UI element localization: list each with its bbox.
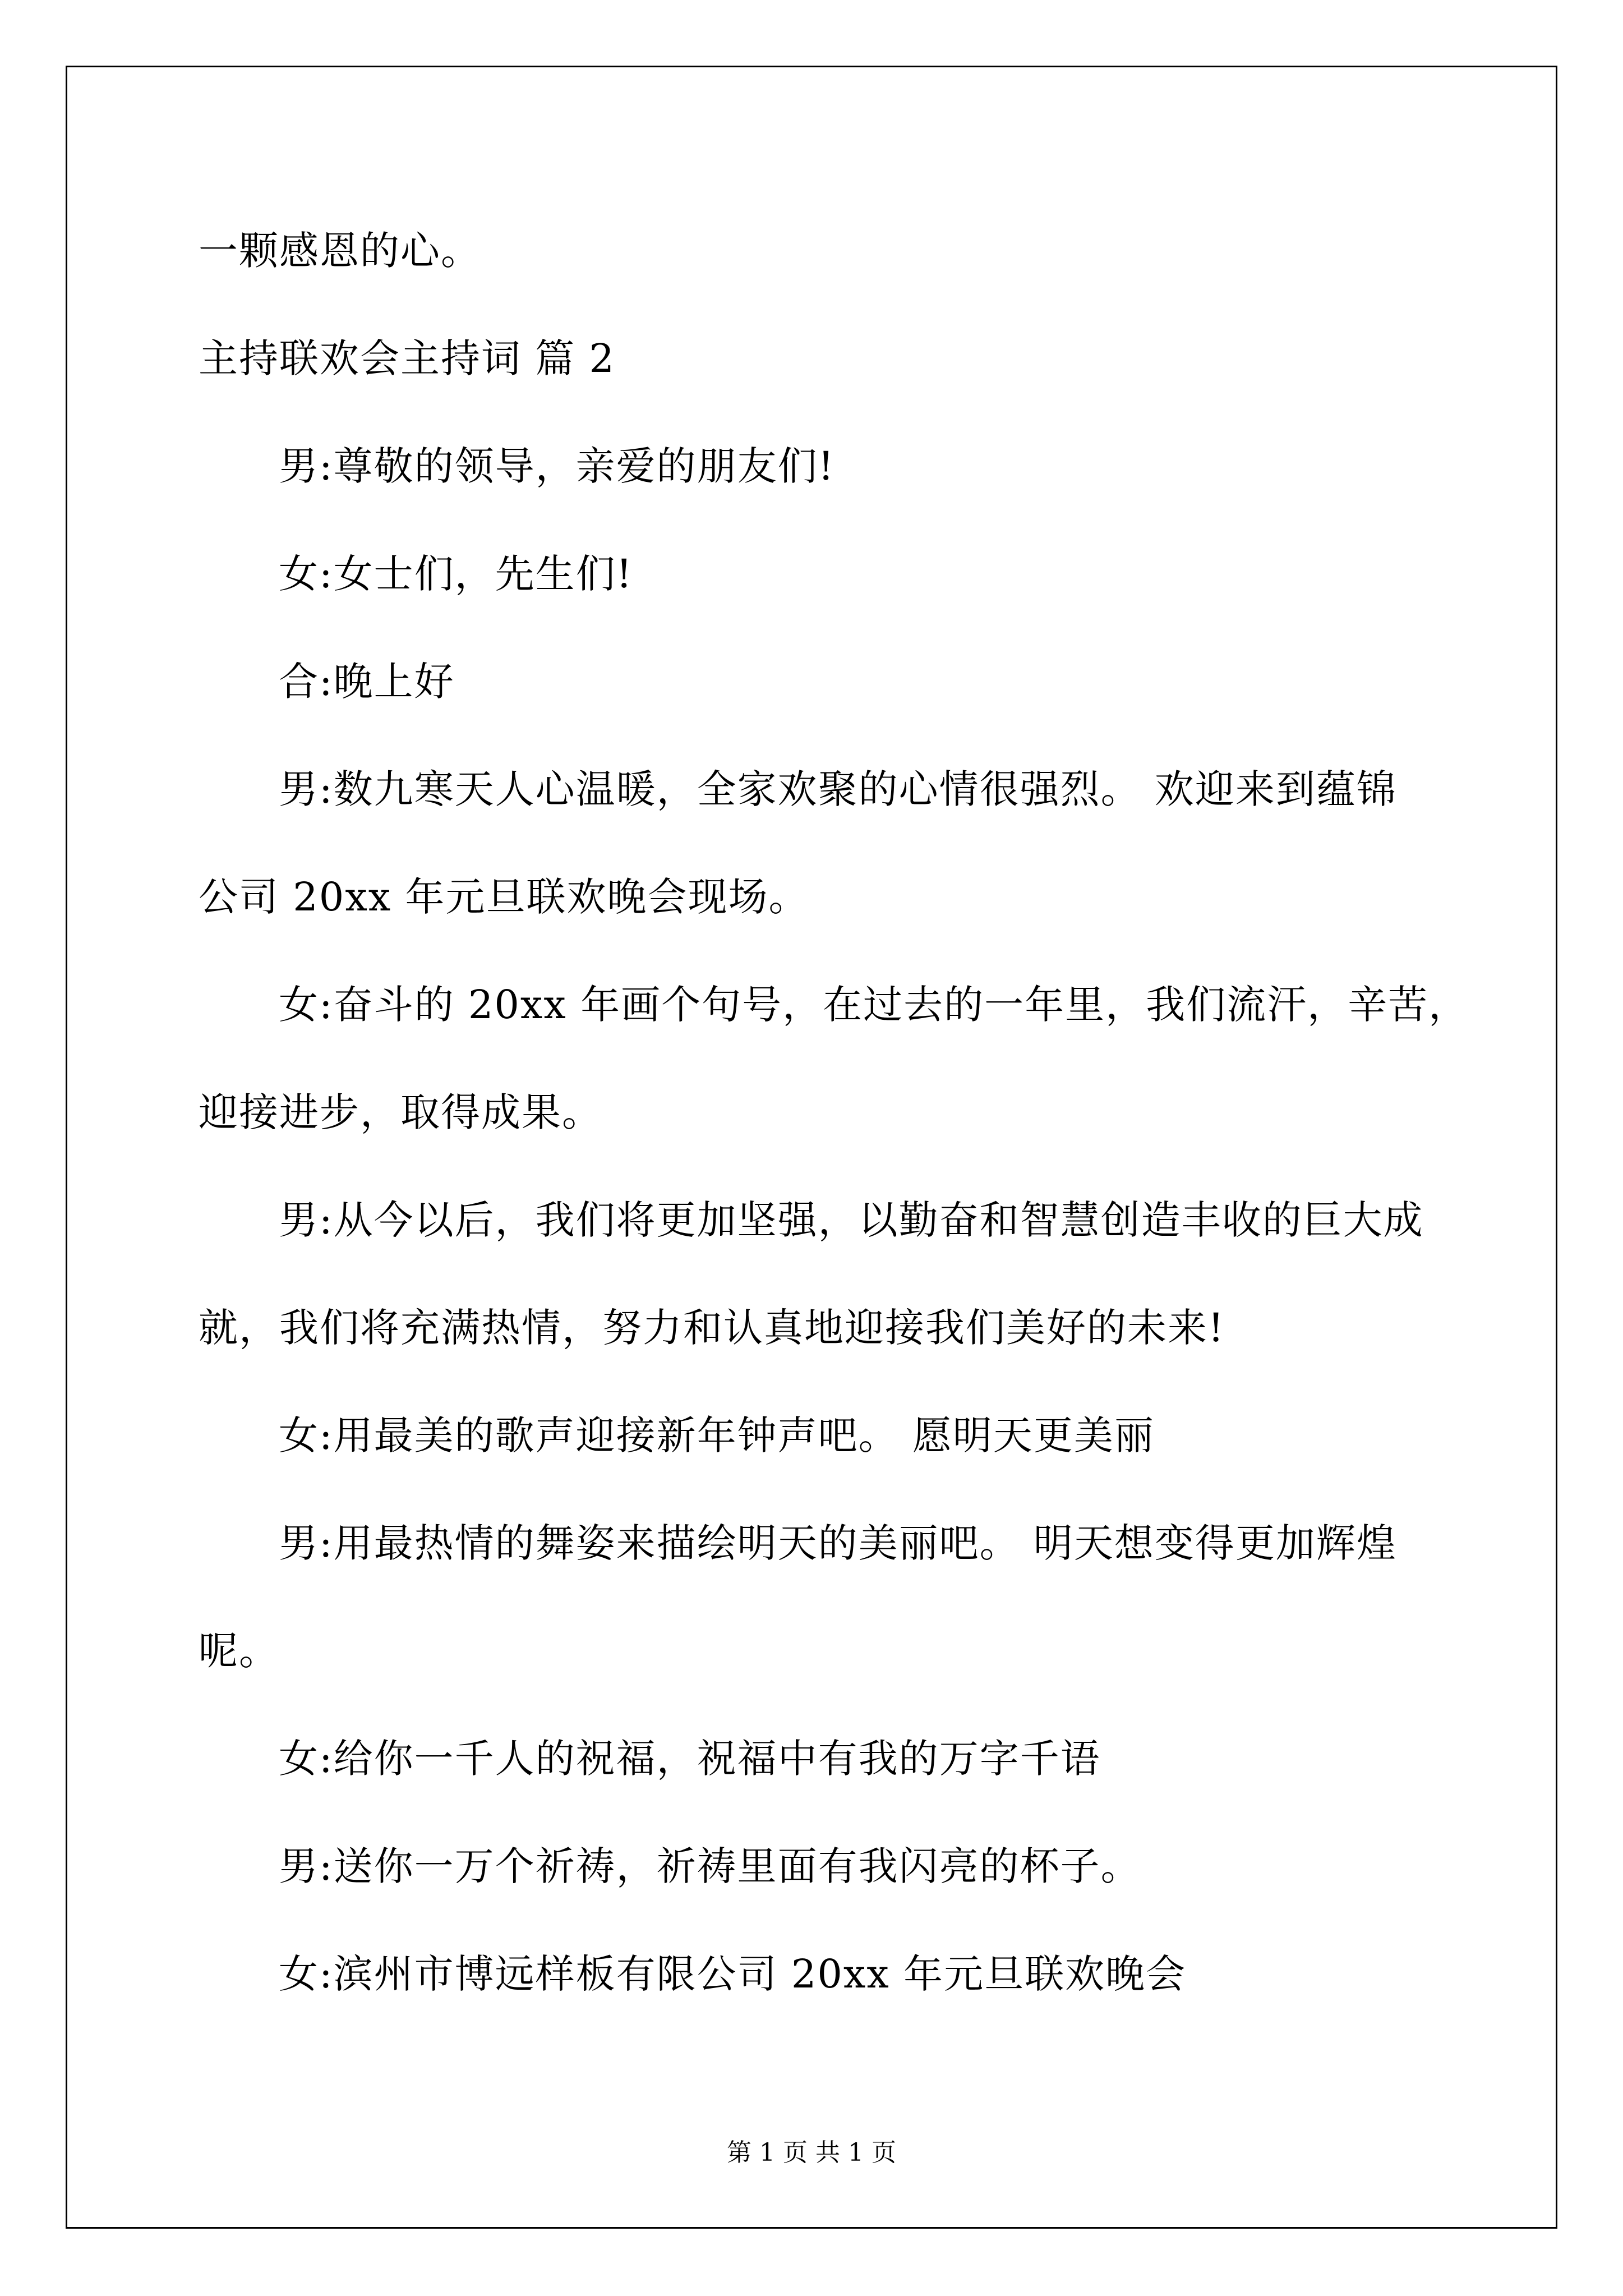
- text-line: 女:女士们，先生们!: [279, 551, 633, 597]
- text-line: 男:数九寒天人心温暖，全家欢聚的心情很强烈。 欢迎来到蕴锦: [279, 766, 1397, 812]
- page-footer: 第 1 页 共 1 页: [727, 2138, 896, 2167]
- text-line: 呢。: [199, 1628, 279, 1674]
- text-line: 合:晚上好: [279, 659, 455, 705]
- text-line: 就，我们将充满热情，努力和认真地迎接我们美好的未来!: [199, 1305, 1225, 1351]
- text-line: 女:给你一千人的祝福，祝福中有我的万字千语: [279, 1736, 1101, 1782]
- text-line: 男:尊敬的领导，亲爱的朋友们!: [279, 443, 835, 489]
- text-line: 男:用最热情的舞姿来描绘明天的美丽吧。 明天想变得更加辉煌: [279, 1520, 1397, 1566]
- page-border: [66, 66, 1557, 2229]
- text-line: 一颗感恩的心。: [199, 228, 481, 274]
- text-line: 女:滨州市博远样板有限公司 20xx 年元旦联欢晚会: [279, 1951, 1187, 1997]
- text-line: 迎接进步，取得成果。: [199, 1089, 602, 1135]
- text-line: 男:从今以后，我们将更加坚强，以勤奋和智慧创造丰收的巨大成: [279, 1197, 1424, 1243]
- text-line: 女:用最美的歌声迎接新年钟声吧。 愿明天更美丽: [279, 1412, 1155, 1458]
- text-line: 公司 20xx 年元旦联欢晚会现场。: [199, 874, 809, 920]
- section-heading: 主持联欢会主持词 篇 2: [199, 335, 616, 381]
- text-line: 男:送你一万个祈祷，祈祷里面有我闪亮的杯子。: [279, 1843, 1141, 1889]
- text-line: 女:奋斗的 20xx 年画个句号，在过去的一年里，我们流汗，辛苦，: [279, 982, 1469, 1028]
